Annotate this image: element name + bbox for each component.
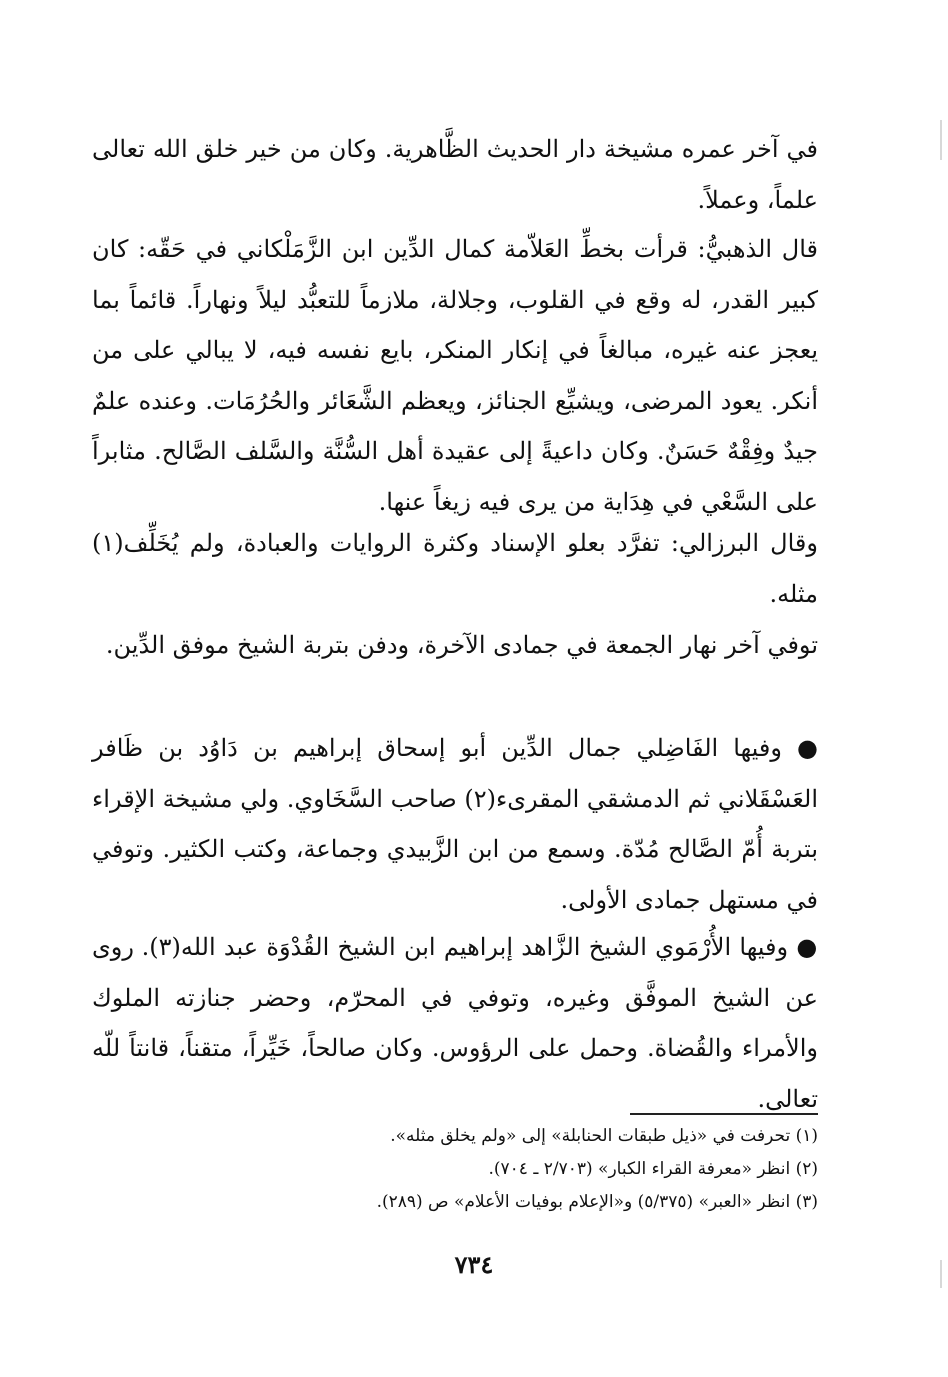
paragraph-2: قال الذهبيُّ: قرأت بخطِّ العَلاّمة كمال الدِّين ابن الزَّمَلْكاني في حَقّه: كان كبير القدر، له وقع في القلوب، وجلالة، ملازماً للتعبُّد ليلاً ونهاراً. قائماً بما يعجز عنه غيره، مبالغاً في إنكار المنكر، بايع نفسه فيه، لا يبالي على من أنكر. يعود المرضى، ويشيِّع الجنائز، ويعظم الشَّعَائر والحُرُمَات. وعنده علمٌ جيدٌ وفِقْهٌ حَسَنٌ. وكان داعيةً إلى عقيدة أهل السُّنَّة والسَّلف الصَّالح. مثابراً على السَّعْي في هِدَاية من يرى فيه زيغاً عنها. (92, 235, 818, 516)
paragraph-6: ● وفيها الأُرْمَوي الشيخ الزَّاهد إبراهيم ابن الشيخ القُدْوَة عبد الله(٣). روى عن الشيخ الموفَّق وغيره، وتوفي في المحرّم، وحضر جنازته الملوك والأمراء والقُضاة. وحمل على الرؤوس. وكان صالحاً، خَيِّراً، متقناً، قانتاً للّه تعالى. (92, 933, 818, 1113)
footnote-2: (٢) انظر «معرفة القراء الكبار» (٢/٧٠٣ ـ ٧٠٤). (488, 1159, 818, 1179)
paragraph-4: توفي آخر نهار الجمعة في جمادى الآخرة، ودفن بتربة الشيخ موفق الدِّين. (105, 631, 818, 659)
paragraph-1: في آخر عمره مشيخة دار الحديث الظَّاهرية. وكان من خير خلق الله تعالى علماً، وعملاً. (92, 135, 818, 214)
paragraph-3: وقال البرزالي: تفرَّد بعلو الإسناد وكثرة الروايات والعبادة، ولم يُخَلِّف(١) مثله. (92, 529, 818, 608)
footnote-divider (630, 1113, 818, 1115)
scan-edge-mark (940, 120, 942, 160)
footnote-1: (١) تحرفت في «ذيل طبقات الحنابلة» إلى «ولم يخلق مثله». (390, 1126, 818, 1146)
paragraph-5: ● وفيها الفَاضِلي جمال الدِّين أبو إسحاق إبراهيم بن دَاوُد بن ظَافر العَسْقَلاني ثم الدمشقي المقرىء(٢) صاحب السَّخَاوي. ولي مشيخة الإقراء بتربة أُمّ الصَّالح مُدّة. وسمع من ابن الزَّبيدي وجماعة، وكتب الكثير. وتوفي في مستهل جمادى الأولى. (92, 734, 818, 914)
footnote-3: (٣) انظر «العبر» (٥/٣٧٥) و«الإعلام بوفيات الأعلام» ص (٢٨٩). (376, 1192, 818, 1212)
page-number: ٧٣٤ (454, 1250, 494, 1279)
scan-edge-mark (940, 1260, 942, 1288)
